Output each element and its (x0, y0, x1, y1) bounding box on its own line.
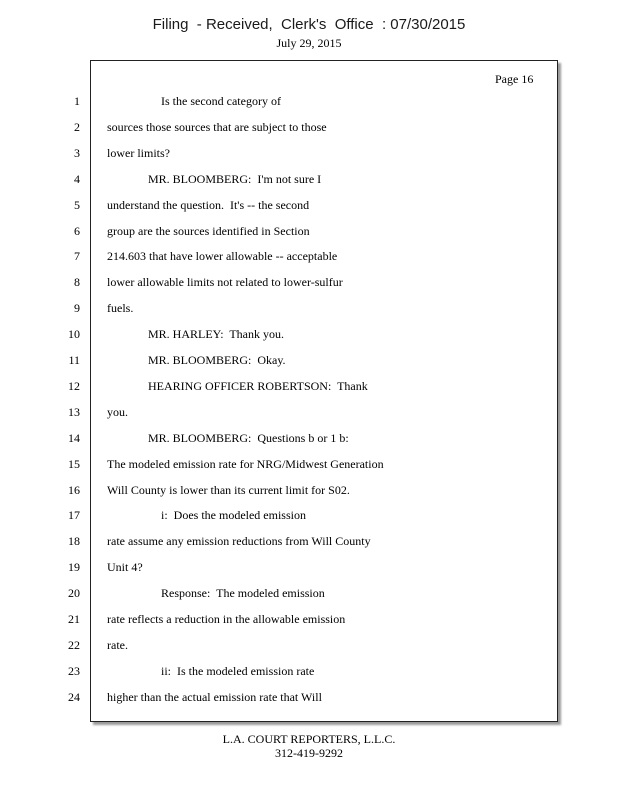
line-number: 13 (68, 405, 80, 419)
line-number: 22 (68, 638, 80, 652)
page-number: Page 16 (495, 72, 534, 86)
transcript-line-text: MR. BLOOMBERG: I'm not sure I (148, 172, 322, 186)
transcript-line-text: you. (107, 405, 128, 419)
transcript-line-text: HEARING OFFICER ROBERTSON: Thank (148, 379, 368, 393)
transcript-line-text: rate. (107, 638, 128, 652)
transcript-line-text: lower allowable limits not related to lower-sulfur (107, 275, 343, 289)
line-number: 7 (74, 249, 80, 263)
transcript-line-text: lower limits? (107, 146, 170, 160)
transcript-line-text: rate assume any emission reductions from Will County (107, 534, 371, 548)
transcript-line-text: Unit 4? (107, 560, 143, 574)
line-number: 1 (74, 94, 80, 108)
line-number: 24 (68, 690, 80, 704)
line-number: 3 (74, 146, 80, 160)
line-number: 10 (68, 327, 80, 341)
line-number: 14 (68, 431, 80, 445)
filing-stamp: Filing - Received, Clerk's Office : 07/30/2015 (152, 16, 466, 33)
line-number: 15 (68, 457, 80, 471)
transcript-line-text: MR. BLOOMBERG: Questions b or 1 b: (148, 431, 349, 445)
transcript-line-text: i: Does the modeled emission (161, 508, 306, 522)
transcript-line-text: fuels. (107, 301, 134, 315)
line-number: 2 (74, 120, 80, 134)
transcript-line-text: understand the question. It's -- the second (107, 198, 310, 212)
line-number: 18 (68, 534, 80, 548)
transcript-line-text: rate reflects a reduction in the allowable emission (107, 612, 346, 626)
line-number: 9 (74, 301, 80, 315)
transcript-line-text: Response: The modeled emission (161, 586, 325, 600)
line-number: 17 (68, 508, 80, 522)
line-number: 16 (68, 483, 80, 497)
line-number: 19 (68, 560, 80, 574)
line-number: 20 (68, 586, 80, 600)
transcript-line-text: ii: Is the modeled emission rate (161, 664, 315, 678)
transcript-line-text: MR. BLOOMBERG: Okay. (148, 353, 286, 367)
transcript-line-text: 214.603 that have lower allowable -- acceptable (107, 249, 338, 263)
transcript-line-text: higher than the actual emission rate that Will (107, 690, 322, 704)
transcript-line-text: sources those sources that are subject to those (107, 120, 327, 134)
transcript-date: July 29, 2015 (276, 36, 342, 50)
transcript-line-text: Is the second category of (161, 94, 281, 108)
line-number: 5 (74, 198, 80, 212)
line-number: 4 (74, 172, 80, 186)
transcript-line-text: Will County is lower than its current limit for S02. (107, 483, 350, 497)
transcript-line-text: MR. HARLEY: Thank you. (148, 327, 285, 341)
line-number: 12 (68, 379, 80, 393)
line-number: 11 (68, 353, 80, 367)
line-number: 23 (68, 664, 80, 678)
reporter-phone: 312-419-9292 (275, 746, 343, 760)
line-number: 21 (68, 612, 80, 626)
transcript-line-text: group are the sources identified in Section (107, 224, 310, 238)
line-number: 6 (74, 224, 80, 238)
transcript-line-text: The modeled emission rate for NRG/Midwest Generation (107, 457, 384, 471)
line-number: 8 (74, 275, 80, 289)
reporter-company: L.A. COURT REPORTERS, L.L.C. (222, 732, 396, 746)
